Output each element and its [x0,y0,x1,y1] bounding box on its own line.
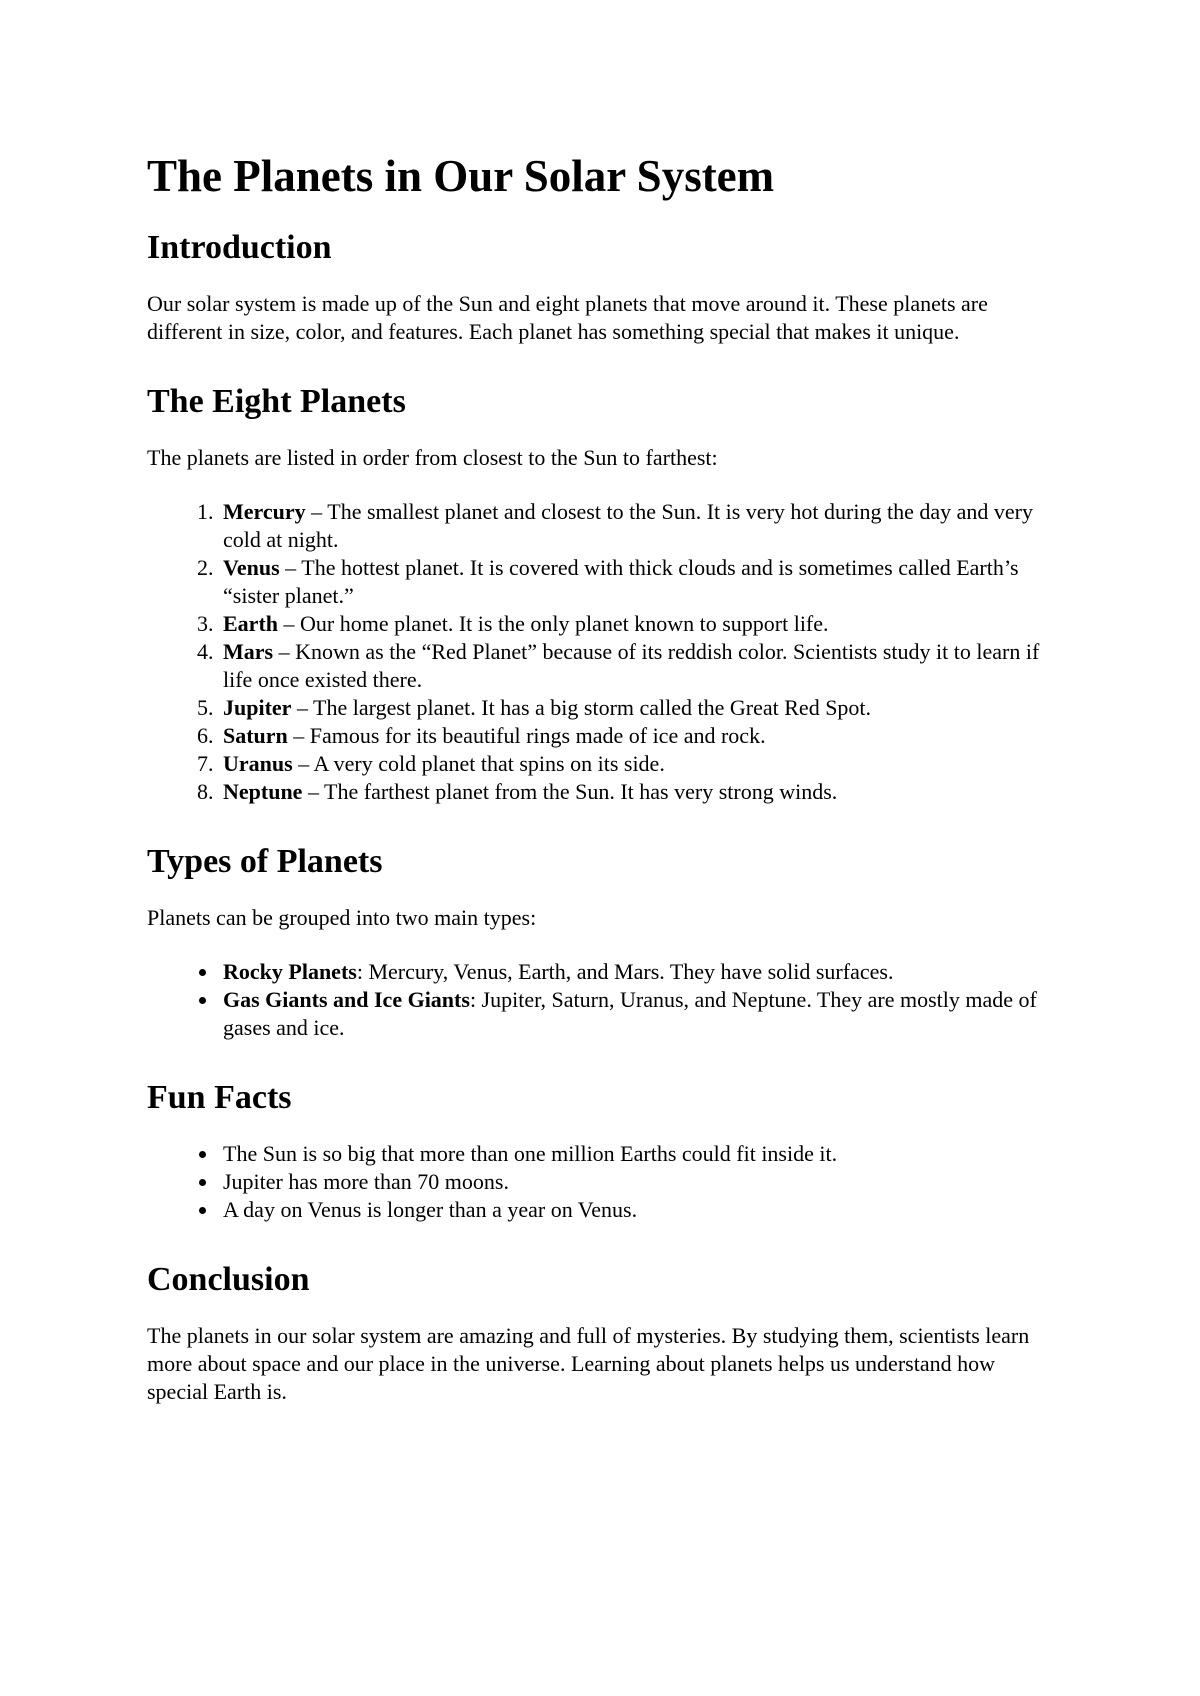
list-item [219,958,1060,986]
types-section [147,840,1060,1042]
list-item: • Jupiter has more than 70 moons. [219,1168,1060,1196]
list-item [219,750,1060,778]
planet-name: Mars [223,639,274,664]
planet-name: Jupiter [223,695,292,720]
list-item: • The Sun is so big that more than one million Earths could fit inside it. [219,1140,1060,1168]
list-item: • A day on Venus is longer than a year on Venus. [219,1196,1060,1224]
introduction-text: Our solar system is made up of the Sun and eight planets that move around it. These planets are different in size, color, and features. Each planet has something special that makes it unique. [147,291,988,344]
introduction-section [147,226,1060,346]
list-item [219,554,1060,610]
fun-facts-heading: Fun Facts [147,1079,292,1116]
types-list [147,958,1060,1042]
fun-facts-list [147,1140,1060,1224]
planet-name: Saturn [223,723,288,748]
planet-desc: – The largest planet. It has a big storm called the Great Red Spot. [291,695,872,720]
fun-facts-section [147,1076,1060,1224]
type-name: Rocky Planets [223,959,357,984]
page-title: The Planets in Our Solar System [147,151,775,201]
planet-name: Neptune [223,779,303,804]
planet-desc: – Our home planet. It is the only planet known to support life. [278,611,829,636]
list-item [219,610,1060,638]
introduction-heading: Introduction [147,229,332,266]
planet-name: Venus [223,555,280,580]
planet-desc: – A very cold planet that spins on its side. [292,751,665,776]
type-desc: : Jupiter, Saturn, Uranus, and Neptune. They are mostly made of gases and ice. [223,987,1037,1040]
planet-name: Mercury [223,499,306,524]
planet-desc: – Known as the “Red Planet” because of its reddish color. Scientists study it to learn if life once existed there. [223,639,1040,692]
planets-list [147,498,1060,806]
conclusion-section [147,1258,1060,1406]
list-item [219,778,1060,806]
planet-desc: – The smallest planet and closest to the Sun. It is very hot during the day and very cold at night. [223,499,1033,552]
eight-planets-section [147,380,1060,806]
type-name: Gas Giants and Ice Giants [223,987,470,1012]
types-intro: Planets can be grouped into two main types: [147,905,537,930]
eight-planets-intro: The planets are listed in order from closest to the Sun to farthest: [147,445,718,470]
list-item [219,694,1060,722]
planet-name: Earth [223,611,278,636]
list-item [219,498,1060,554]
conclusion-heading: Conclusion [147,1261,310,1298]
planet-desc: – Famous for its beautiful rings made of ice and rock. [287,723,766,748]
list-item [219,722,1060,750]
planet-name: Uranus [223,751,293,776]
eight-planets-heading: The Eight Planets [147,383,406,420]
list-item [219,638,1060,694]
types-heading: Types of Planets [147,843,383,880]
planet-desc: – The hottest planet. It is covered with thick clouds and is sometimes called Earth’s “sister planet.” [223,555,1019,608]
conclusion-text: The planets in our solar system are amazing and full of mysteries. By studying them, scientists learn more about space and our place in the universe. Learning about planets helps us understand how special Earth is. [147,1323,1030,1404]
list-item [219,986,1060,1042]
planet-desc: – The farthest planet from the Sun. It has very strong winds. [302,779,838,804]
type-desc: : Mercury, Venus, Earth, and Mars. They have solid surfaces. [356,959,894,984]
